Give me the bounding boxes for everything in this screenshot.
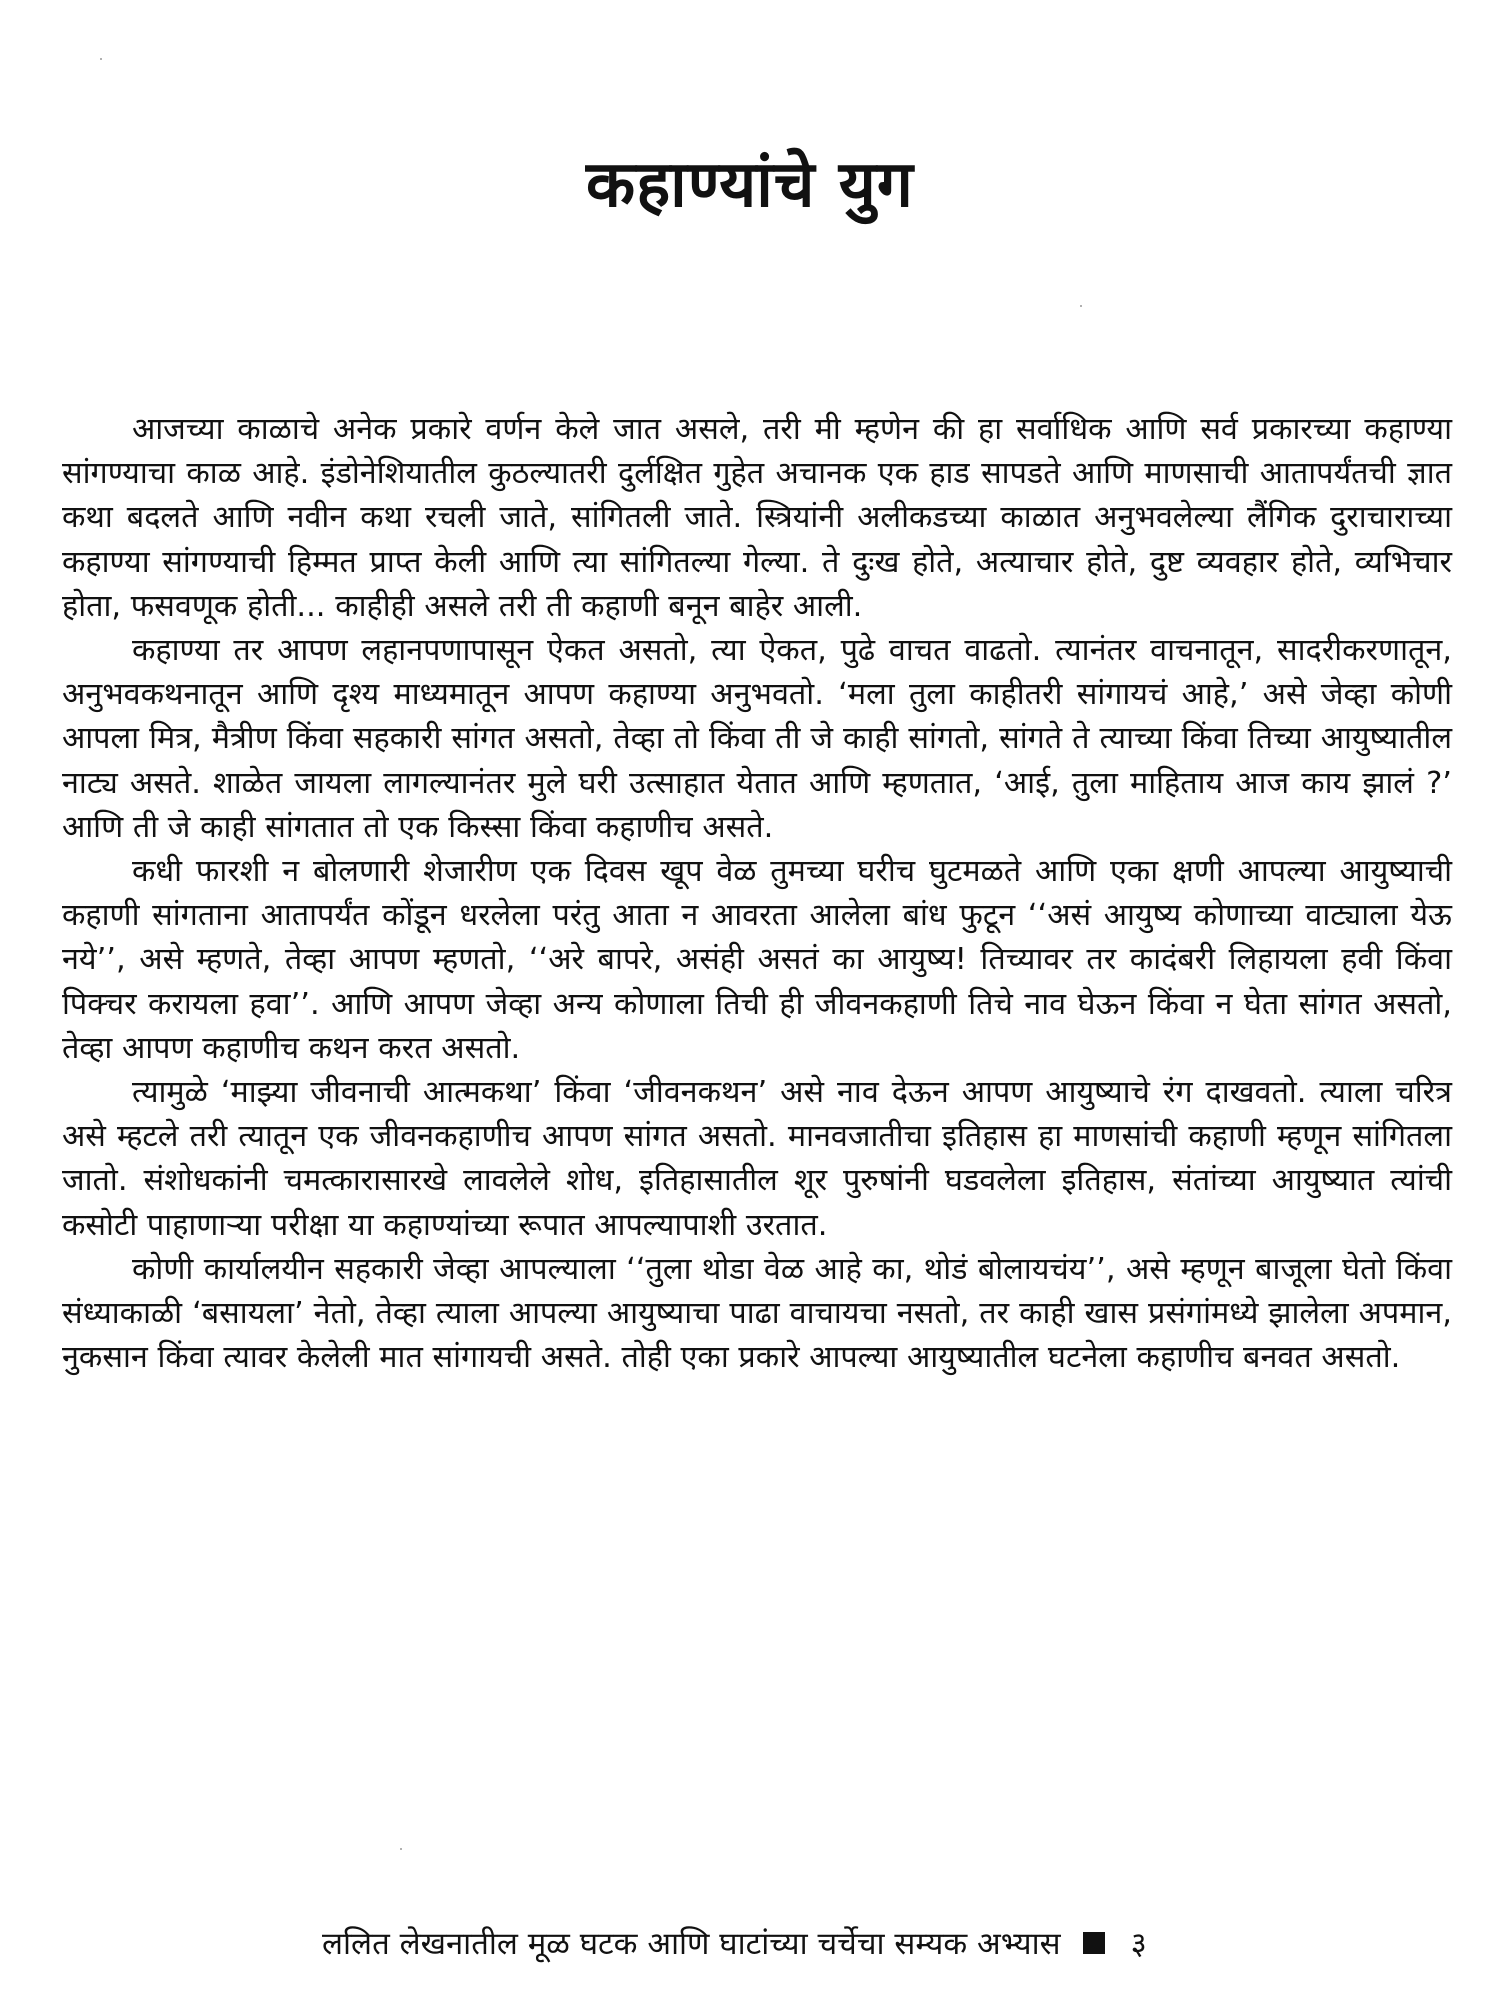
paragraph: आजच्या काळाचे अनेक प्रकारे वर्णन केले जात असले, तरी मी म्हणेन की हा सर्वाधिक आणि सर्व प्रकारच्या कहाण्या सांगण्याचा काळ आहे. इंडोनेशियातील कुठल्यातरी दुर्लक्षित गुहेत अचानक एक हाड सापडते आणि माणसाची आतापर्यंतची ज्ञात कथा बदलते आणि नवीन कथा रचली जाते, सांगितली जाते. स्त्रियांनी अलीकडच्या काळात अनुभवलेल्या लैंगिक दुराचाराच्या कहाण्या सांगण्याची हिम्मत प्राप्त केली आणि त्या सांगितल्या गेल्या. ते दुःख होते, अत्याचार होते, दुष्ट व्यवहार होते, व्यभिचार होता, फसवणूक होती... काहीही असले तरी ती कहाणी बनून बाहेर आली. xyxy=(62,412,1452,624)
scan-speck xyxy=(400,1848,402,1850)
scan-speck xyxy=(1080,305,1082,307)
paragraph: कधी फारशी न बोलणारी शेजारीण एक दिवस खूप वेळ तुमच्या घरीच घुटमळते आणि एका क्षणी आपल्या आयुष्याची कहाणी सांगताना आतापर्यंत कोंडून धरलेला परंतु आता न आवरता आलेला बांध फुटून ‘‘असं आयुष्य कोणाच्या वाट्याला येऊ नये’’, असे म्हणते, तेव्हा आपण म्हणतो, ‘‘अरे बापरे, असंही असतं का आयुष्य! तिच्यावर तर कादंबरी लिहायला हवी किंवा पिक्चर करायला हवा’’. आणि आपण जेव्हा अन्य कोणाला तिची ही जीवनकहाणी तिचे नाव घेऊन किंवा न घेता सांगत असतो, तेव्हा आपण कहाणीच कथन करत असतो. xyxy=(62,854,1452,1066)
body-text xyxy=(62,408,1452,1380)
paragraph: त्यामुळे ‘माझ्या जीवनाची आत्मकथा’ किंवा ‘जीवनकथन’ असे नाव देऊन आपण आयुष्याचे रंग दाखवतो. त्याला चरित्र असे म्हटले तरी त्यातून एक जीवनकहाणीच आपण सांगत असतो. मानवजातीचा इतिहास हा माणसांची कहाणी म्हणून सांगितला जातो. संशोधकांनी चमत्कारासारखे लावलेले शोध, इतिहासातील शूर पुरुषांनी घडवलेला इतिहास, संतांच्या आयुष्यात त्यांची कसोटी पाहाणाऱ्या परीक्षा या कहाण्यांच्या रूपात आपल्यापाशी उरतात. xyxy=(62,1075,1452,1243)
footer-book-title: ललित लेखनातील मूळ घटक आणि घाटांच्या चर्चेचा सम्यक अभ्यास xyxy=(322,1926,1061,1962)
page-number: ३ xyxy=(1130,1926,1147,1962)
page-footer xyxy=(322,1922,1322,1964)
paragraph: कहाण्या तर आपण लहानपणापासून ऐकत असतो, त्या ऐकत, पुढे वाचत वाढतो. त्यानंतर वाचनातून, सादरीकरणातून, अनुभवकथनातून आणि दृश्य माध्यमातून आपण कहाण्या अनुभवतो. ‘मला तुला काहीतरी सांगायचं आहे,’ असे जेव्हा कोणी आपला मित्र, मैत्रीण किंवा सहकारी सांगत असतो, तेव्हा तो किंवा ती जे काही सांगतो, सांगते ते त्याच्या किंवा तिच्या आयुष्यातील नाट्य असते. शाळेत जायला लागल्यानंतर मुले घरी उत्साहात येतात आणि म्हणतात, ‘आई, तुला माहिताय आज काय झालं ?’ आणि ती जे काही सांगतात तो एक किस्सा किंवा कहाणीच असते. xyxy=(62,633,1452,845)
square-bullet-icon xyxy=(1083,1932,1105,1954)
scan-speck xyxy=(100,58,102,60)
page-title: कहाण्यांचे युग xyxy=(586,147,914,222)
paragraph: कोणी कार्यालयीन सहकारी जेव्हा आपल्याला ‘‘तुला थोडा वेळ आहे का, थोडं बोलायचंय’’, असे म्हणून बाजूला घेतो किंवा संध्याकाळी ‘बसायला’ नेतो, तेव्हा त्याला आपल्या आयुष्याचा पाढा वाचायचा नसतो, तर काही खास प्रसंगांमध्ये झालेला अपमान, नुकसान किंवा त्यावर केलेली मात सांगायची असते. तोही एका प्रकारे आपल्या आयुष्यातील घटनेला कहाणीच बनवत असतो. xyxy=(62,1251,1452,1376)
